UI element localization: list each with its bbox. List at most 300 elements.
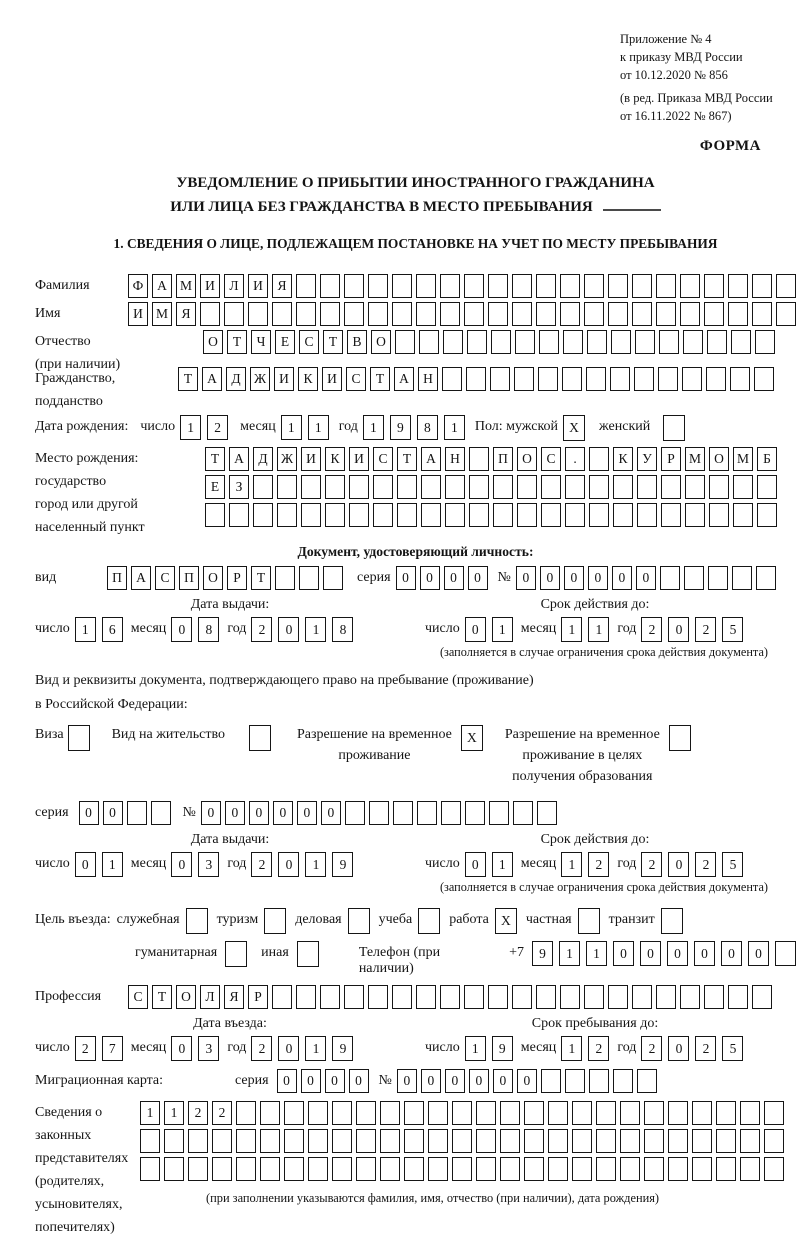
- form-cell[interactable]: [404, 1157, 424, 1181]
- form-cell[interactable]: [512, 302, 532, 326]
- form-cell[interactable]: [466, 367, 486, 391]
- form-cell[interactable]: Н: [418, 367, 438, 391]
- form-cell[interactable]: 1: [305, 1036, 326, 1061]
- form-cell[interactable]: Я: [272, 274, 292, 298]
- form-cell[interactable]: 0: [612, 566, 632, 590]
- birth-place-row1-boxes[interactable]: [205, 447, 796, 471]
- form-cell[interactable]: 0: [540, 566, 560, 590]
- form-cell[interactable]: О: [371, 330, 391, 354]
- form-cell[interactable]: [344, 274, 364, 298]
- form-cell[interactable]: [704, 302, 724, 326]
- form-cell[interactable]: [536, 985, 556, 1009]
- form-cell[interactable]: С: [128, 985, 148, 1009]
- form-cell[interactable]: [236, 1101, 256, 1125]
- form-cell[interactable]: 0: [667, 941, 688, 966]
- form-cell[interactable]: [421, 503, 441, 527]
- form-cell[interactable]: [440, 985, 460, 1009]
- form-cell[interactable]: 0: [469, 1069, 489, 1093]
- birth-month-boxes[interactable]: [281, 415, 329, 440]
- entry-year-boxes[interactable]: [251, 1036, 353, 1061]
- form-cell[interactable]: 0: [103, 801, 123, 825]
- form-cell[interactable]: [297, 941, 319, 967]
- stay-month-boxes[interactable]: [561, 1036, 609, 1061]
- form-cell[interactable]: [248, 302, 268, 326]
- form-cell[interactable]: 1: [492, 617, 513, 642]
- issue-day-boxes[interactable]: [75, 617, 123, 642]
- form-cell[interactable]: [680, 302, 700, 326]
- form-cell[interactable]: [373, 475, 393, 499]
- form-cell[interactable]: [296, 985, 316, 1009]
- form-cell[interactable]: [344, 985, 364, 1009]
- form-cell[interactable]: Б: [757, 447, 777, 471]
- form-cell[interactable]: [596, 1101, 616, 1125]
- surname-boxes[interactable]: [128, 274, 796, 298]
- form-cell[interactable]: [512, 985, 532, 1009]
- form-cell[interactable]: Е: [275, 330, 295, 354]
- form-cell[interactable]: [620, 1157, 640, 1181]
- form-cell[interactable]: [716, 1157, 736, 1181]
- form-cell[interactable]: [683, 330, 703, 354]
- form-cell[interactable]: [661, 475, 681, 499]
- form-cell[interactable]: [127, 801, 147, 825]
- form-cell[interactable]: В: [347, 330, 367, 354]
- form-cell[interactable]: [490, 367, 510, 391]
- form-cell[interactable]: А: [229, 447, 249, 471]
- form-cell[interactable]: [539, 330, 559, 354]
- form-cell[interactable]: 0: [277, 1069, 297, 1093]
- form-cell[interactable]: 0: [278, 1036, 299, 1061]
- form-cell[interactable]: [730, 367, 750, 391]
- form-cell[interactable]: [488, 985, 508, 1009]
- form-cell[interactable]: [419, 330, 439, 354]
- form-cell[interactable]: К: [298, 367, 318, 391]
- form-cell[interactable]: [151, 801, 171, 825]
- form-cell[interactable]: [524, 1101, 544, 1125]
- form-cell[interactable]: [538, 367, 558, 391]
- form-cell[interactable]: [659, 330, 679, 354]
- form-cell[interactable]: 0: [668, 852, 689, 877]
- form-cell[interactable]: [345, 801, 365, 825]
- form-cell[interactable]: [608, 274, 628, 298]
- form-cell[interactable]: [658, 367, 678, 391]
- form-cell[interactable]: 8: [198, 617, 219, 642]
- form-cell[interactable]: [757, 475, 777, 499]
- form-cell[interactable]: [188, 1129, 208, 1153]
- form-cell[interactable]: 0: [278, 617, 299, 642]
- form-cell[interactable]: Д: [226, 367, 246, 391]
- validity-month-boxes[interactable]: [561, 617, 609, 642]
- form-cell[interactable]: 2: [588, 1036, 609, 1061]
- form-cell[interactable]: Т: [178, 367, 198, 391]
- form-cell[interactable]: 1: [363, 415, 384, 440]
- form-cell[interactable]: [756, 566, 776, 590]
- profession-boxes[interactable]: [128, 985, 772, 1009]
- form-cell[interactable]: [776, 274, 796, 298]
- form-cell[interactable]: [764, 1157, 784, 1181]
- form-cell[interactable]: 1: [465, 1036, 486, 1061]
- form-cell[interactable]: [320, 302, 340, 326]
- form-cell[interactable]: К: [613, 447, 633, 471]
- form-cell[interactable]: [296, 302, 316, 326]
- form-cell[interactable]: 2: [641, 617, 662, 642]
- form-cell[interactable]: 0: [249, 801, 269, 825]
- form-cell[interactable]: 1: [308, 415, 329, 440]
- form-cell[interactable]: [613, 475, 633, 499]
- form-cell[interactable]: [260, 1157, 280, 1181]
- representatives-row1-boxes[interactable]: [140, 1101, 796, 1125]
- form-cell[interactable]: [660, 566, 680, 590]
- form-cell[interactable]: 0: [636, 566, 656, 590]
- migration-series-boxes[interactable]: [277, 1069, 369, 1093]
- form-cell[interactable]: [764, 1129, 784, 1153]
- form-cell[interactable]: Т: [397, 447, 417, 471]
- form-cell[interactable]: 2: [588, 852, 609, 877]
- form-cell[interactable]: 0: [640, 941, 661, 966]
- issue-day-boxes[interactable]: [75, 852, 123, 877]
- form-cell[interactable]: [188, 1157, 208, 1181]
- form-cell[interactable]: [775, 941, 796, 966]
- form-cell[interactable]: А: [131, 566, 151, 590]
- form-cell[interactable]: С: [346, 367, 366, 391]
- form-cell[interactable]: [644, 1129, 664, 1153]
- entry-month-boxes[interactable]: [171, 1036, 219, 1061]
- form-cell[interactable]: Я: [224, 985, 244, 1009]
- form-cell[interactable]: [380, 1157, 400, 1181]
- form-cell[interactable]: [680, 985, 700, 1009]
- form-cell[interactable]: 0: [420, 566, 440, 590]
- form-cell[interactable]: [692, 1129, 712, 1153]
- form-cell[interactable]: 0: [465, 852, 486, 877]
- form-cell[interactable]: [356, 1101, 376, 1125]
- form-cell[interactable]: 2: [641, 852, 662, 877]
- form-cell[interactable]: 2: [695, 1036, 716, 1061]
- form-cell[interactable]: 1: [102, 852, 123, 877]
- form-cell[interactable]: 2: [212, 1101, 232, 1125]
- form-cell[interactable]: [373, 503, 393, 527]
- form-cell[interactable]: 0: [445, 1069, 465, 1093]
- form-cell[interactable]: [465, 801, 485, 825]
- form-cell[interactable]: [541, 503, 561, 527]
- form-cell[interactable]: [441, 801, 461, 825]
- form-cell[interactable]: [392, 302, 412, 326]
- form-cell[interactable]: [733, 503, 753, 527]
- form-cell[interactable]: [500, 1157, 520, 1181]
- form-cell[interactable]: [644, 1101, 664, 1125]
- form-cell[interactable]: И: [248, 274, 268, 298]
- representatives-row3-boxes[interactable]: [140, 1157, 796, 1181]
- form-cell[interactable]: [682, 367, 702, 391]
- form-cell[interactable]: [464, 985, 484, 1009]
- form-cell[interactable]: 2: [251, 617, 272, 642]
- form-cell[interactable]: [584, 274, 604, 298]
- form-cell[interactable]: [464, 302, 484, 326]
- form-cell[interactable]: [369, 801, 389, 825]
- form-cell[interactable]: И: [301, 447, 321, 471]
- form-cell[interactable]: [584, 985, 604, 1009]
- form-cell[interactable]: [524, 1129, 544, 1153]
- form-cell[interactable]: 1: [75, 617, 96, 642]
- form-cell[interactable]: И: [200, 274, 220, 298]
- form-cell[interactable]: [709, 475, 729, 499]
- form-cell[interactable]: [236, 1157, 256, 1181]
- form-cell[interactable]: [442, 367, 462, 391]
- form-cell[interactable]: [733, 475, 753, 499]
- form-cell[interactable]: [728, 985, 748, 1009]
- form-cell[interactable]: [644, 1157, 664, 1181]
- form-cell[interactable]: [493, 475, 513, 499]
- form-cell[interactable]: [348, 908, 370, 934]
- purpose-official-checkbox[interactable]: [186, 908, 208, 934]
- form-cell[interactable]: 2: [641, 1036, 662, 1061]
- form-cell[interactable]: И: [128, 302, 148, 326]
- form-cell[interactable]: 1: [561, 617, 582, 642]
- form-cell[interactable]: [517, 503, 537, 527]
- form-cell[interactable]: [663, 415, 685, 441]
- form-cell[interactable]: [541, 475, 561, 499]
- form-cell[interactable]: [578, 908, 600, 934]
- form-cell[interactable]: 1: [180, 415, 201, 440]
- form-cell[interactable]: [589, 447, 609, 471]
- form-cell[interactable]: 1: [305, 852, 326, 877]
- form-cell[interactable]: 1: [492, 852, 513, 877]
- form-cell[interactable]: [68, 725, 90, 751]
- form-cell[interactable]: [708, 566, 728, 590]
- given-name-boxes[interactable]: [128, 302, 796, 326]
- form-cell[interactable]: С: [373, 447, 393, 471]
- form-cell[interactable]: 0: [79, 801, 99, 825]
- form-cell[interactable]: [325, 503, 345, 527]
- form-cell[interactable]: [692, 1157, 712, 1181]
- form-cell[interactable]: 1: [140, 1101, 160, 1125]
- migration-number-boxes[interactable]: [397, 1069, 657, 1093]
- form-cell[interactable]: [186, 908, 208, 934]
- form-cell[interactable]: [323, 566, 343, 590]
- form-cell[interactable]: [404, 1101, 424, 1125]
- form-cell[interactable]: 0: [397, 1069, 417, 1093]
- form-cell[interactable]: [668, 1157, 688, 1181]
- form-cell[interactable]: [669, 725, 691, 751]
- form-cell[interactable]: [541, 1069, 561, 1093]
- form-cell[interactable]: [656, 985, 676, 1009]
- form-cell[interactable]: [277, 503, 297, 527]
- form-cell[interactable]: [500, 1101, 520, 1125]
- form-cell[interactable]: У: [637, 447, 657, 471]
- validity-month-boxes[interactable]: [561, 852, 609, 877]
- form-cell[interactable]: С: [541, 447, 561, 471]
- form-cell[interactable]: [560, 985, 580, 1009]
- form-cell[interactable]: [754, 367, 774, 391]
- form-cell[interactable]: [440, 274, 460, 298]
- form-cell[interactable]: 0: [278, 852, 299, 877]
- form-cell[interactable]: [301, 503, 321, 527]
- form-cell[interactable]: [325, 475, 345, 499]
- form-cell[interactable]: 8: [417, 415, 438, 440]
- form-cell[interactable]: [637, 503, 657, 527]
- temp-permit-checkbox[interactable]: [461, 725, 483, 751]
- form-cell[interactable]: [565, 475, 585, 499]
- form-cell[interactable]: [752, 274, 772, 298]
- form-cell[interactable]: [740, 1157, 760, 1181]
- form-cell[interactable]: [275, 566, 295, 590]
- form-cell[interactable]: [332, 1101, 352, 1125]
- form-cell[interactable]: [562, 367, 582, 391]
- form-cell[interactable]: 0: [444, 566, 464, 590]
- form-cell[interactable]: Ч: [251, 330, 271, 354]
- form-cell[interactable]: [661, 908, 683, 934]
- form-cell[interactable]: [253, 475, 273, 499]
- form-cell[interactable]: 0: [171, 1036, 192, 1061]
- issue-year-boxes[interactable]: [251, 617, 353, 642]
- form-cell[interactable]: О: [203, 566, 223, 590]
- form-cell[interactable]: [537, 801, 557, 825]
- form-cell[interactable]: 3: [198, 1036, 219, 1061]
- form-cell[interactable]: [587, 330, 607, 354]
- form-cell[interactable]: [320, 274, 340, 298]
- form-cell[interactable]: X: [461, 725, 483, 751]
- form-cell[interactable]: 1: [586, 941, 607, 966]
- form-cell[interactable]: [421, 475, 441, 499]
- form-cell[interactable]: 0: [171, 852, 192, 877]
- form-cell[interactable]: [393, 801, 413, 825]
- form-cell[interactable]: [572, 1101, 592, 1125]
- form-cell[interactable]: [140, 1157, 160, 1181]
- form-cell[interactable]: [512, 274, 532, 298]
- purpose-work-checkbox[interactable]: [495, 908, 517, 934]
- form-cell[interactable]: [488, 302, 508, 326]
- form-cell[interactable]: [469, 503, 489, 527]
- form-cell[interactable]: [589, 475, 609, 499]
- form-cell[interactable]: [476, 1101, 496, 1125]
- form-cell[interactable]: [524, 1157, 544, 1181]
- form-cell[interactable]: [572, 1157, 592, 1181]
- form-cell[interactable]: [728, 274, 748, 298]
- entry-day-boxes[interactable]: [75, 1036, 123, 1061]
- form-cell[interactable]: О: [709, 447, 729, 471]
- form-cell[interactable]: [500, 1129, 520, 1153]
- form-cell[interactable]: [404, 1129, 424, 1153]
- form-cell[interactable]: 0: [297, 801, 317, 825]
- form-cell[interactable]: [620, 1101, 640, 1125]
- form-cell[interactable]: 0: [613, 941, 634, 966]
- purpose-other-checkbox[interactable]: [297, 941, 319, 967]
- form-cell[interactable]: И: [349, 447, 369, 471]
- form-cell[interactable]: [716, 1129, 736, 1153]
- form-cell[interactable]: 6: [102, 617, 123, 642]
- form-cell[interactable]: 1: [588, 617, 609, 642]
- form-cell[interactable]: [752, 985, 772, 1009]
- form-cell[interactable]: [586, 367, 606, 391]
- form-cell[interactable]: [584, 302, 604, 326]
- form-cell[interactable]: [452, 1129, 472, 1153]
- form-cell[interactable]: А: [202, 367, 222, 391]
- form-cell[interactable]: Е: [205, 475, 225, 499]
- form-cell[interactable]: [613, 1069, 633, 1093]
- form-cell[interactable]: [632, 274, 652, 298]
- form-cell[interactable]: Ж: [277, 447, 297, 471]
- form-cell[interactable]: [740, 1129, 760, 1153]
- phone-boxes[interactable]: [532, 941, 796, 966]
- form-cell[interactable]: [565, 503, 585, 527]
- form-cell[interactable]: [493, 503, 513, 527]
- form-cell[interactable]: [277, 475, 297, 499]
- form-cell[interactable]: Ж: [250, 367, 270, 391]
- form-cell[interactable]: 0: [668, 617, 689, 642]
- form-cell[interactable]: [467, 330, 487, 354]
- form-cell[interactable]: [205, 503, 225, 527]
- form-cell[interactable]: 1: [164, 1101, 184, 1125]
- form-cell[interactable]: Т: [227, 330, 247, 354]
- purpose-humanitarian-checkbox[interactable]: [225, 941, 247, 967]
- form-cell[interactable]: [236, 1129, 256, 1153]
- edu-permit-checkbox[interactable]: [669, 725, 691, 751]
- form-cell[interactable]: [440, 302, 460, 326]
- residence-series-boxes[interactable]: [79, 801, 171, 825]
- form-cell[interactable]: [272, 302, 292, 326]
- form-cell[interactable]: [397, 475, 417, 499]
- form-cell[interactable]: 5: [722, 617, 743, 642]
- form-cell[interactable]: [517, 475, 537, 499]
- form-cell[interactable]: [356, 1129, 376, 1153]
- form-cell[interactable]: [469, 447, 489, 471]
- sex-female-checkbox[interactable]: [663, 415, 685, 441]
- form-cell[interactable]: [755, 330, 775, 354]
- form-cell[interactable]: [264, 908, 286, 934]
- form-cell[interactable]: [225, 941, 247, 967]
- form-cell[interactable]: [392, 985, 412, 1009]
- form-cell[interactable]: [140, 1129, 160, 1153]
- form-cell[interactable]: Т: [370, 367, 390, 391]
- form-cell[interactable]: [776, 302, 796, 326]
- stay-year-boxes[interactable]: [641, 1036, 743, 1061]
- form-cell[interactable]: [356, 1157, 376, 1181]
- form-cell[interactable]: [380, 1129, 400, 1153]
- form-cell[interactable]: 9: [390, 415, 411, 440]
- form-cell[interactable]: [476, 1129, 496, 1153]
- form-cell[interactable]: [452, 1101, 472, 1125]
- form-cell[interactable]: [368, 302, 388, 326]
- form-cell[interactable]: [416, 274, 436, 298]
- form-cell[interactable]: X: [563, 415, 585, 441]
- form-cell[interactable]: 0: [396, 566, 416, 590]
- form-cell[interactable]: 1: [305, 617, 326, 642]
- purpose-study-checkbox[interactable]: [418, 908, 440, 934]
- validity-year-boxes[interactable]: [641, 852, 743, 877]
- form-cell[interactable]: А: [394, 367, 414, 391]
- birth-place-row3-boxes[interactable]: [205, 503, 796, 527]
- form-cell[interactable]: 7: [102, 1036, 123, 1061]
- form-cell[interactable]: [284, 1101, 304, 1125]
- form-cell[interactable]: Т: [152, 985, 172, 1009]
- form-cell[interactable]: О: [517, 447, 537, 471]
- form-cell[interactable]: И: [274, 367, 294, 391]
- form-cell[interactable]: [668, 1129, 688, 1153]
- form-cell[interactable]: [656, 274, 676, 298]
- form-cell[interactable]: [489, 801, 509, 825]
- form-cell[interactable]: 9: [332, 1036, 353, 1061]
- form-cell[interactable]: [200, 302, 220, 326]
- purpose-business-checkbox[interactable]: [348, 908, 370, 934]
- form-cell[interactable]: [757, 503, 777, 527]
- form-cell[interactable]: [249, 725, 271, 751]
- form-cell[interactable]: [464, 274, 484, 298]
- form-cell[interactable]: [740, 1101, 760, 1125]
- form-cell[interactable]: 0: [516, 566, 536, 590]
- form-cell[interactable]: [613, 503, 633, 527]
- citizenship-boxes[interactable]: [178, 367, 774, 391]
- form-cell[interactable]: Н: [445, 447, 465, 471]
- form-cell[interactable]: [299, 566, 319, 590]
- issue-year-boxes[interactable]: [251, 852, 353, 877]
